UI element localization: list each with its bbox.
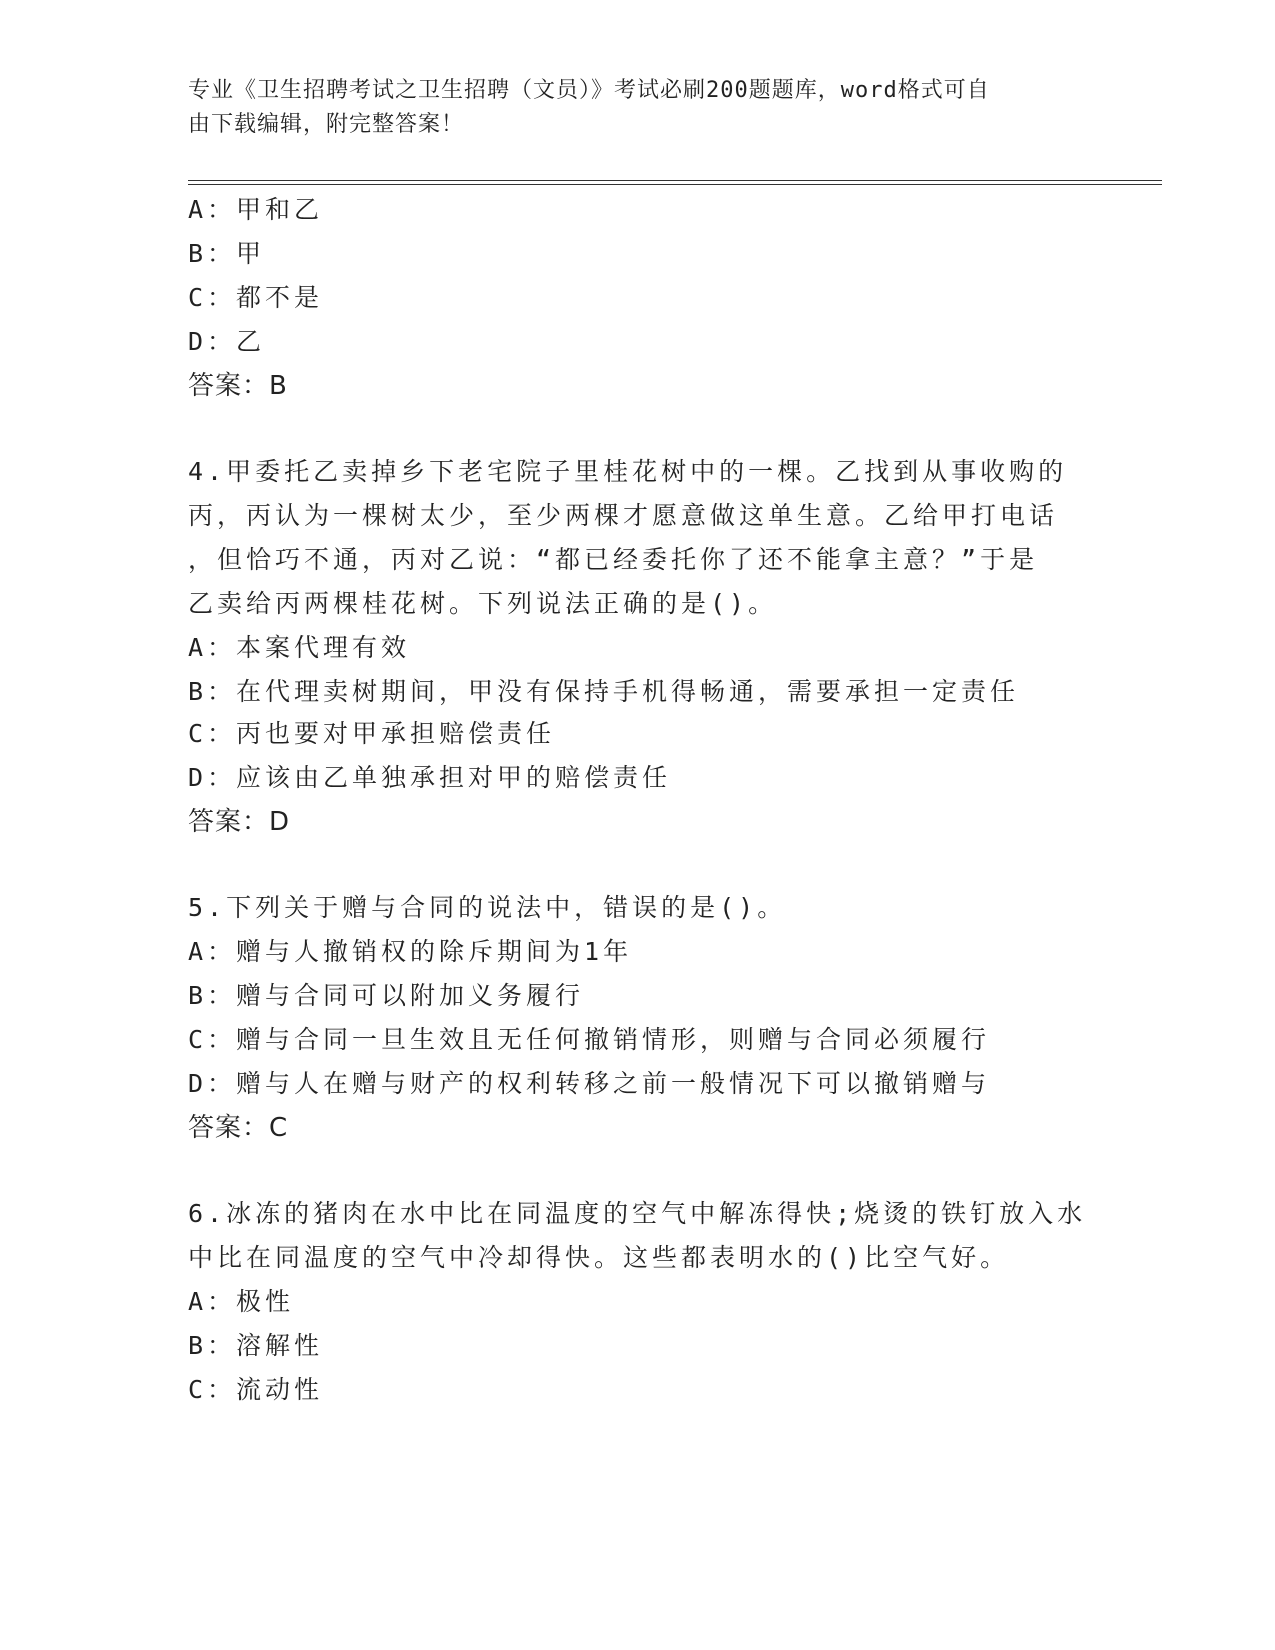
q4-option-c: C：丙也要对甲承担赔偿责任	[188, 719, 556, 748]
q3-option-c: C：都不是	[188, 283, 324, 312]
q4-stem-line-1: 4.甲委托乙卖掉乡下老宅院子里桂花树中的一棵。乙找到从事收购的	[188, 457, 1068, 486]
q5-answer: 答案：C	[188, 1113, 289, 1143]
q6-option-a: A：极性	[188, 1287, 295, 1316]
q3-answer: 答案：B	[188, 371, 288, 401]
header-divider-top	[188, 180, 1162, 181]
q3-option-d: D：乙	[188, 327, 266, 356]
q5-option-b: B：赠与合同可以附加义务履行	[188, 981, 585, 1010]
header-line-1: 专业《卫生招聘考试之卫生招聘（文员）》考试必刷200题题库，word格式可自	[188, 78, 990, 103]
q5-option-a: A：赠与人撤销权的除斥期间为1年	[188, 937, 633, 966]
q6-option-b: B：溶解性	[188, 1331, 324, 1360]
q4-stem-line-3: ，但恰巧不通，丙对乙说：“都已经委托你了还不能拿主意？”于是	[188, 545, 1039, 574]
q4-option-b: B：在代理卖树期间，甲没有保持手机得畅通，需要承担一定责任	[188, 677, 1020, 706]
q4-stem-line-2: 丙，丙认为一棵树太少，至少两棵才愿意做这单生意。乙给甲打电话	[188, 501, 1059, 530]
q4-answer: 答案：D	[188, 807, 291, 837]
q6-stem-line-1: 6.冰冻的猪肉在水中比在同温度的空气中解冻得快;烧烫的铁钉放入水	[188, 1199, 1087, 1228]
q6-stem-line-2: 中比在同温度的空气中冷却得快。这些都表明水的()比空气好。	[188, 1243, 1010, 1272]
q4-stem-line-4: 乙卖给丙两棵桂花树。下列说法正确的是()。	[188, 589, 778, 618]
header-divider-bottom	[188, 184, 1162, 185]
document-header	[188, 74, 1088, 142]
q5-stem-line-1: 5.下列关于赠与合同的说法中，错误的是()。	[188, 893, 787, 922]
q6-option-c: C：流动性	[188, 1375, 324, 1404]
q4-option-d: D：应该由乙单独承担对甲的赔偿责任	[188, 763, 672, 792]
header-line-2: 由下载编辑，附完整答案！	[188, 112, 465, 137]
q5-option-c: C：赠与合同一旦生效且无任何撤销情形，则赠与合同必须履行	[188, 1025, 991, 1054]
q4-option-a: A：本案代理有效	[188, 633, 411, 662]
q5-option-d: D：赠与人在赠与财产的权利转移之前一般情况下可以撤销赠与	[188, 1069, 991, 1098]
q3-option-a: A：甲和乙	[188, 195, 324, 224]
q3-option-b: B：甲	[188, 239, 266, 268]
